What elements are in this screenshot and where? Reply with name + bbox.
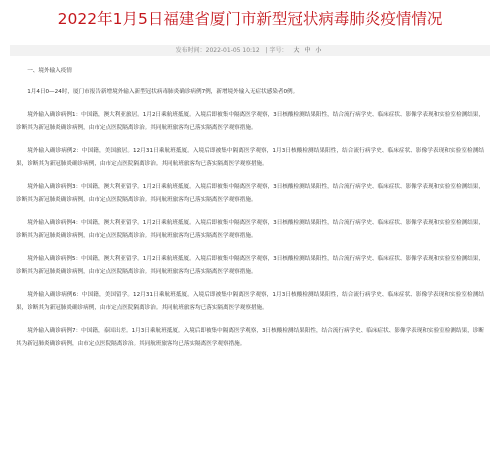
case-paragraph-1: 境外输入确诊病例1：中国籍，澳大利亚旅居。1月2日乘航班抵厦。入境后即被集中隔离医学观察，3日核酸检测结果阳性，结合流行病学史、临床症状、影像学表现和实验室检测结果，诊断其为新冠肺炎确诊病例，由市定点医院隔离诊治。其同航班旅客均已落实隔离医学观察措施。 — [16, 112, 484, 131]
case-paragraph-2: 境外输入确诊病例2：中国籍，美国旅居。12月31日乘航班抵厦。入境后即被集中隔离医学观察，1月3日核酸检测结果阳性，结合流行病学史、临床症状、影像学表现和实验室检测结果，诊断其为新冠肺炎确诊病例，由市定点医院隔离诊治。其同航班旅客均已落实隔离医学观察措施。 — [16, 148, 484, 167]
article-body — [0, 65, 500, 351]
case-paragraph-3: 境外输入确诊病例3：中国籍，澳大利亚留学。1月2日乘航班抵厦。入境后即被集中隔离医学观察，3日核酸检测结果阳性，结合流行病学史、临床症状、影像学表现和实验室检测结果，诊断其为新冠肺炎确诊病例，由市定点医院隔离诊治。其同航班旅客均已落实隔离医学观察措施。 — [16, 184, 484, 203]
section-heading: 一、境外输入疫情 — [27, 68, 72, 74]
summary-paragraph: 1月4日0—24时，厦门市报告新增境外输入新型冠状病毒肺炎确诊病例7例，新增境外输入无症状感染者0例。 — [27, 89, 299, 95]
article-title: 2022年1月5日福建省厦门市新型冠状病毒肺炎疫情情况 — [57, 10, 443, 28]
article-meta-bar — [10, 45, 490, 56]
font-size-label: | 字号： — [265, 47, 288, 54]
font-size-small-link[interactable]: 小 — [315, 47, 322, 54]
case-paragraph-5: 境外输入确诊病例5：中国籍，澳大利亚留学。1月2日乘航班抵厦。入境后即被集中隔离医学观察，3日核酸检测结果阳性，结合流行病学史、临床症状、影像学表现和实验室检测结果，诊断其为新冠肺炎确诊病例，由市定点医院隔离诊治。其同航班旅客均已落实隔离医学观察措施。 — [16, 256, 484, 275]
case-paragraph-4: 境外输入确诊病例4：中国籍，澳大利亚留学。1月2日乘航班抵厦。入境后即被集中隔离医学观察，3日核酸检测结果阳性，结合流行病学史、临床症状、影像学表现和实验室检测结果，诊断其为新冠肺炎确诊病例，由市定点医院隔离诊治。其同航班旅客均已落实隔离医学观察措施。 — [16, 220, 484, 239]
font-size-large-link[interactable]: 大 — [293, 47, 300, 54]
font-size-medium-link[interactable]: 中 — [304, 47, 311, 54]
case-paragraph-6: 境外输入确诊病例6：中国籍，美国留学。12月31日乘航班抵厦。入境后即被集中隔离医学观察，1月3日核酸检测结果阳性，结合流行病学史、临床症状、影像学表现和实验室检测结果，诊断其为新冠肺炎确诊病例，由市定点医院隔离诊治。其同航班旅客均已落实隔离医学观察措施。 — [16, 292, 484, 311]
publish-date: 发布时间：2022-01-05 10:12 — [175, 47, 260, 54]
case-paragraph-7: 境外输入确诊病例7：中国籍，泰国出差。1月3日乘航班抵厦。入境后即被集中隔离医学观察，3日核酸检测结果阳性，结合流行病学史、临床症状、影像学表现和实验室检测结果，诊断其为新冠肺炎确诊病例，由市定点医院隔离诊治。其同航班旅客均已落实隔离医学观察措施。 — [16, 328, 484, 347]
